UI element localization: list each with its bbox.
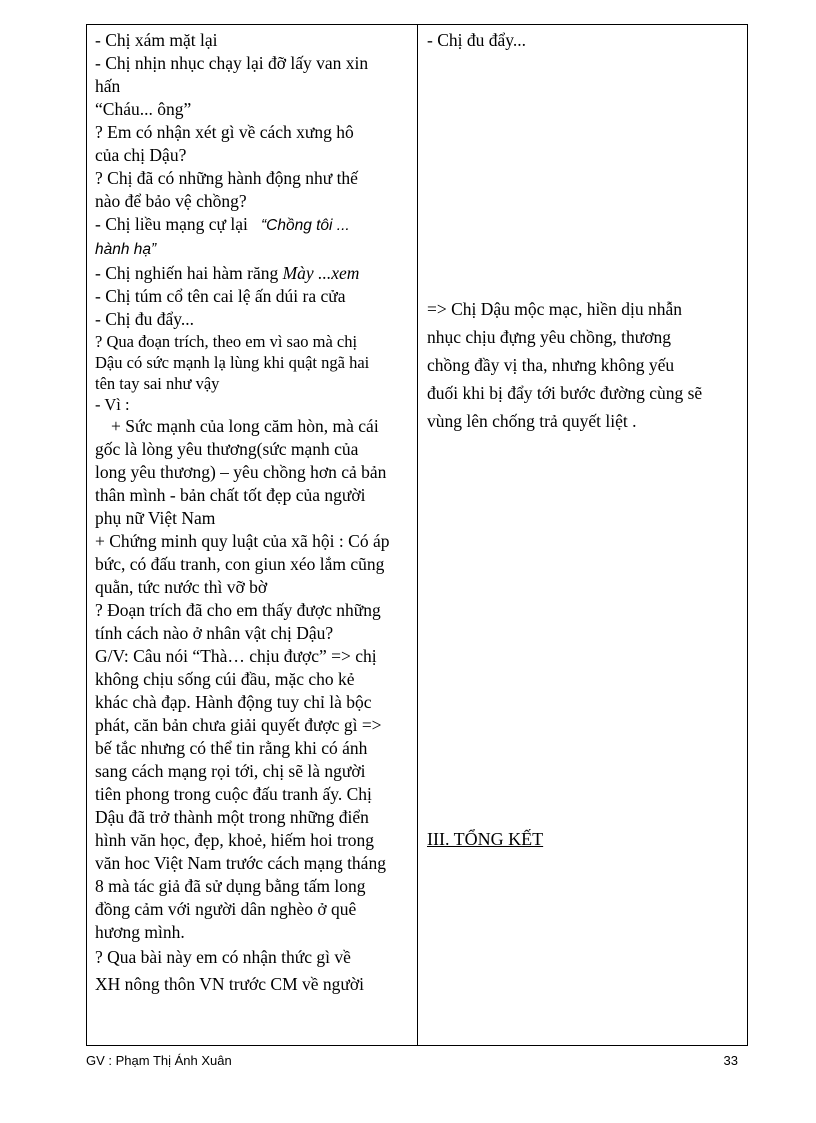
text-line: ? Qua bài này em có nhận thức gì về xyxy=(95,947,351,967)
text-line: “Cháu... ông” xyxy=(95,99,192,119)
text-line: bức, có đấu tranh, con giun xéo lắm cũng xyxy=(95,554,385,574)
text-line: văn hoc Việt Nam trước cách mạng tháng xyxy=(95,853,386,873)
left-column xyxy=(95,29,411,998)
text-line: gốc là lòng yêu thương(sức mạnh của xyxy=(95,439,359,459)
text-line: phát, căn bản chưa giải quyết được gì => xyxy=(95,715,382,735)
text-line xyxy=(95,262,411,285)
text-line: chồng đầy vị tha, nhưng không yếu xyxy=(427,355,675,375)
text-line: đuối khi bị đẩy tới bước đường cùng sẽ xyxy=(427,383,703,403)
text-line: nào để bảo vệ chồng? xyxy=(95,191,247,211)
text-line: đồng cảm với người dân nghèo ở quê xyxy=(95,899,357,919)
text-segment: - Chị liều mạng cự lại xyxy=(95,214,248,234)
text-line: ? Em có nhận xét gì về cách xưng hô xyxy=(95,122,354,142)
text-line: vùng lên chống trả quyết liệt . xyxy=(427,411,637,431)
text-segment: - Chị nghiến hai hàm răng xyxy=(95,263,279,283)
text-line: XH nông thôn VN trước CM về người xyxy=(95,974,365,994)
page-footer xyxy=(86,1053,748,1073)
text-line: hấn xyxy=(95,76,121,96)
text-line: Dậu đã trở thành một trong những điển xyxy=(95,807,369,827)
text-line: phụ nữ Việt Nam xyxy=(95,508,216,528)
text-line: ? Đoạn trích đã cho em thấy được những xyxy=(95,600,381,620)
text-line: - Vì : xyxy=(95,395,130,414)
text-line: - Chị nhịn nhục chạy lại đỡ lấy van xin xyxy=(95,53,369,73)
text-line: + Chứng minh quy luật của xã hội : Có áp xyxy=(95,531,390,551)
text-line: - Chị túm cổ tên cai lệ ấn dúi ra cửa xyxy=(95,286,346,306)
text-line: Dậu có sức mạnh lạ lùng khi quật ngã hai xyxy=(95,353,370,372)
text-line: không chịu sống cúi đầu, mặc cho kẻ xyxy=(95,669,355,689)
text-line: - Chị đu đẩy... xyxy=(427,30,526,50)
text-line xyxy=(95,213,411,238)
text-line: thân mình - bản chất tốt đẹp của người xyxy=(95,485,366,505)
content-table xyxy=(86,24,748,1046)
text-line: tiên phong trong cuộc đấu tranh ấy. Chị xyxy=(95,784,372,804)
text-line: tính cách nào ở nhân vật chị Dậu? xyxy=(95,623,334,643)
column-divider xyxy=(417,25,418,1045)
text-line: + Sức mạnh của long căm hòn, mà cái xyxy=(111,416,379,436)
italic-quote: “Chồng tôi ... xyxy=(260,217,350,234)
text-line: - Chị xám mặt lại xyxy=(95,30,218,50)
text-line: G/V: Câu nói “Thà… chịu được” => chị xyxy=(95,646,377,666)
text-line: quằn, tức nước thì vỡ bờ xyxy=(95,577,268,597)
text-line: ? Qua đoạn trích, theo em vì sao mà chị xyxy=(95,332,358,351)
right-column xyxy=(427,29,745,850)
italic-quote: hành hạ” xyxy=(95,241,157,258)
text-line: sang cách mạng rọi tới, chị sẽ là người xyxy=(95,761,366,781)
page-number: 33 xyxy=(723,1053,738,1068)
text-line: hình văn học, đẹp, khoẻ, hiếm hoi trong xyxy=(95,830,374,850)
section-heading: III. TỔNG KẾT xyxy=(427,829,544,849)
text-line: khác chà đạp. Hành động tuy chỉ là bộc xyxy=(95,692,372,712)
text-line: bế tắc nhưng có thể tin rằng khi có ánh xyxy=(95,738,368,758)
text-line: - Chị đu đẩy... xyxy=(95,309,194,329)
text-line: ? Chị đã có những hành động như thế xyxy=(95,168,358,188)
text-line: của chị Dậu? xyxy=(95,145,187,165)
text-line: long yêu thương) – yêu chồng hơn cả bản xyxy=(95,462,387,482)
footer-author: GV : Phạm Thị Ánh Xuân xyxy=(86,1053,232,1068)
text-line: => Chị Dậu mộc mạc, hiền dịu nhẫn xyxy=(427,299,682,319)
text-line: hương mình. xyxy=(95,922,185,942)
text-line: tên tay sai như vậy xyxy=(95,374,220,393)
text-line: 8 mà tác giả đã sử dụng bằng tấm long xyxy=(95,876,366,896)
italic-quote: Mày ...xem xyxy=(282,263,360,283)
text-line: nhục chịu đựng yêu chồng, thương xyxy=(427,327,672,347)
